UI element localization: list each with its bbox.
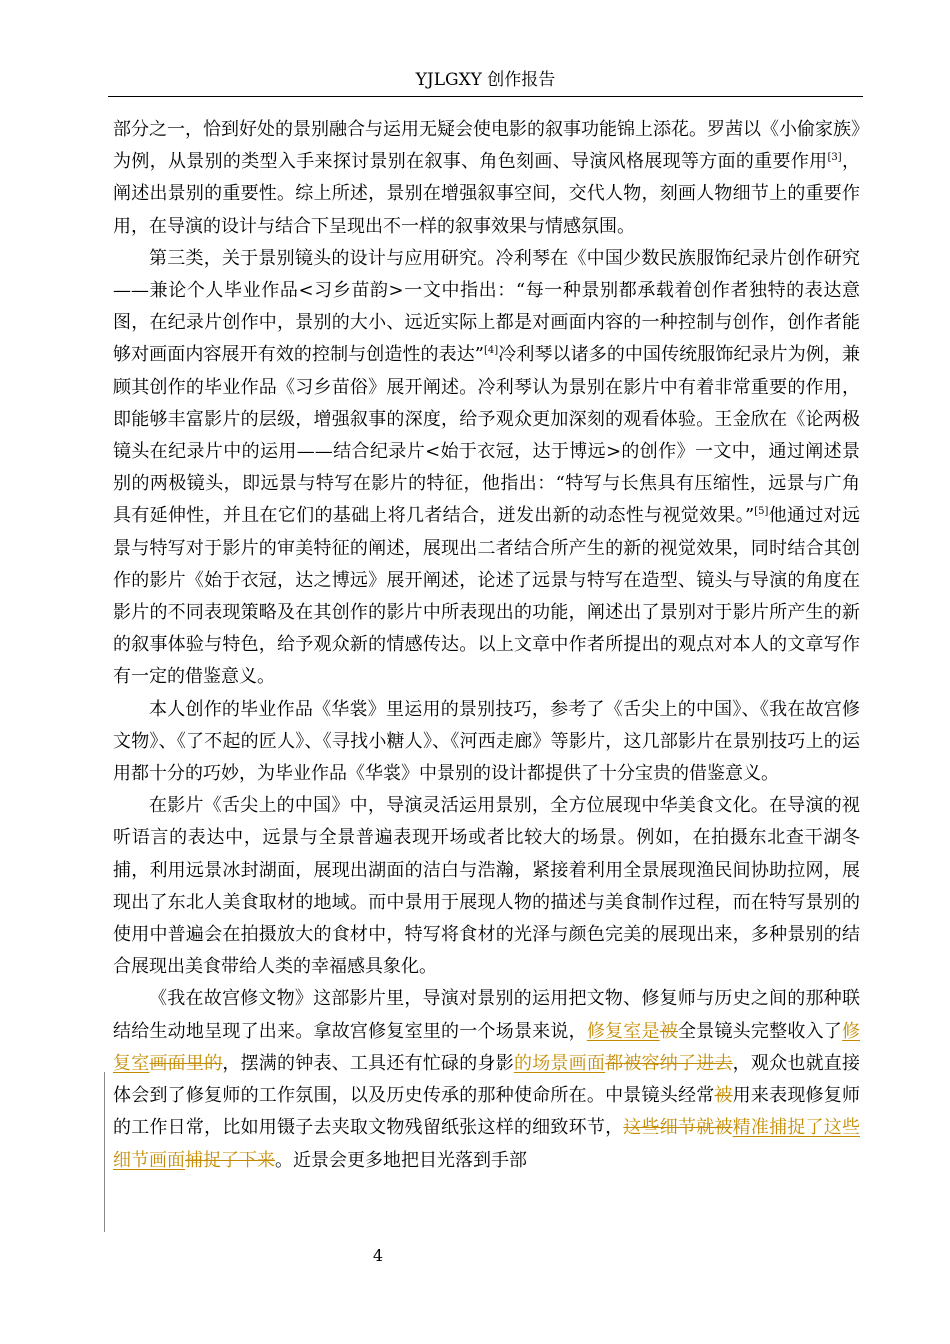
citation-marker: [3] bbox=[827, 152, 842, 164]
document-body bbox=[113, 114, 860, 1177]
paragraph-p5 bbox=[113, 983, 860, 1176]
deleted-text: 捕捉了下来 bbox=[185, 1149, 275, 1171]
text-run: 用来表现修复师的工作日常，比如用镊子去夹取文物残留纸张这样的细致环节， bbox=[113, 1085, 861, 1139]
text-run: 本人创作的毕业作品《华裳》里运用的景别技巧，参考了《舌尖上的中国》、《我在故宫修文物》、《了不起的匠人》、《寻找小糖人》、《河西走廊》等影片，这几部影片在景别技巧上的运用都十分的巧妙，为毕业作品《华裳》中景别的设计都提供了十分宝贵的借鉴意义。 bbox=[113, 698, 860, 785]
paragraph-p4 bbox=[113, 790, 860, 983]
citation-marker: [4] bbox=[484, 345, 499, 357]
page-header: YJLGXY 创作报告 bbox=[415, 70, 556, 90]
text-run: 《我在故宫修文物》这部影片里，导演对景别的运用把文物、修复师与历史之间的那种联结给生动地呈现了出来。拿故宫修复室里的一个场景来说， bbox=[113, 988, 860, 1042]
paragraph-p3 bbox=[113, 694, 860, 791]
deleted-text: 都被容纳了进去 bbox=[605, 1052, 733, 1074]
inserted-text: 修复室 bbox=[113, 1020, 861, 1074]
page-number: 4 bbox=[372, 1246, 384, 1265]
inserted-text: 的场景画面 bbox=[513, 1052, 606, 1074]
header-rule bbox=[108, 96, 863, 97]
text-run: 冷利琴以诸多的中国传统服饰纪录片为例，兼顾其创作的毕业作品《习乡苗俗》展开阐述。冷利琴认为景别在影片中有着非常重要的作用，即能够丰富影片的层级，增强叙事的深度，给予观众更加深刻的观看体验。王金欣在《论两极镜头在纪录片中的运用——结合纪录片<始于衣冠，达于博远>的创作》一文中，通过阐述景别的两极镜头，即远景与特写在影片的特征，他指出：“特写与长焦具有压缩性，远景与广角具有延伸性，并且在它们的基础上将几者结合，迸发出新的动态性与视觉效果。” bbox=[113, 344, 860, 527]
inserted-text: 精准捕捉了这些细节画面 bbox=[113, 1117, 861, 1171]
text-run: 。近景会更多地把目光落到手部 bbox=[275, 1149, 527, 1171]
text-run: 全景镜头完整收入了 bbox=[678, 1020, 843, 1042]
text-run: 第三类，关于景别镜头的设计与应用研究。冷利琴在《中国少数民族服饰纪录片创作研究——兼论个人毕业作品<习乡苗韵>一文中指出：“每一种景别都承载着创作者独特的表达意图，在纪录片创作中，景别的大小、远近实际上都是对画面内容的一种控制与创作，创作者能够对画面内容展开有效的控制与创造性的表达” bbox=[113, 247, 860, 366]
text-run: 部分之一，恰到好处的景别融合与运用无疑会使电影的叙事功能锦上添花。罗茜以《小偷家族》为例，从景别的类型入手来探讨景别在叙事、角色刻画、导演风格展现等方面的重要作用 bbox=[113, 119, 860, 173]
track-changes-bar bbox=[104, 1072, 105, 1232]
text-run: 他通过对远景与特写对于影片的审美特征的阐述，展现出二者结合所产生的新的视觉效果，同时结合其创作的影片《始于衣冠，达之博远》展开阐述，论述了远景与特写在造型、镜头与导演的角度在影片的不同表现策略及在其创作的影片中所表现出的功能，阐述出了景别对于影片所产生的新的叙事体验与特色，给予观众新的情感传达。以上文章中作者所提出的观点对本人的文章写作有一定的借鉴意义。 bbox=[113, 505, 860, 688]
inserted-text: 修复室是 bbox=[586, 1020, 660, 1042]
text-run: 在影片《舌尖上的中国》中，导演灵活运用景别，全方位展现中华美食文化。在导演的视听语言的表达中，远景与全景普遍表现开场或者比较大的场景。例如，在拍摄东北查干湖冬捕，利用远景冰封湖面，展现出湖面的洁白与浩瀚，紧接着利用全景展现渔民间协助拉网，展现出了东北人美食取材的地域。而中景用于展现人物的描述与美食制作过程，而在特写景别的使用中普遍会在拍摄放大的食材中，特写将食材的光泽与颜色完美的展现出来，多种景别的结合展现出美食带给人类的幸福感具象化。 bbox=[113, 795, 860, 978]
paragraph-p1 bbox=[113, 114, 860, 243]
text-run: ，摆满的钟表、工具还有忙碌的身影 bbox=[222, 1052, 514, 1074]
citation-marker: [5] bbox=[754, 506, 769, 518]
text-run: ，观众也就直接体会到了修复师的工作氛围，以及历史传承的那种使命所在。中景镜头经常 bbox=[113, 1052, 861, 1107]
text-run: ，阐述出景别的重要性。综上所述，景别在增强叙事空间，交代人物，刻画人物细节上的重要作用，在导演的设计与结合下呈现出不一样的叙事效果与情感氛围。 bbox=[113, 151, 861, 237]
deleted-text: 这些细节就被 bbox=[623, 1117, 733, 1139]
paragraph-p2 bbox=[113, 243, 860, 694]
deleted-text: 被 bbox=[659, 1020, 678, 1042]
deleted-text: 画面里的 bbox=[149, 1052, 223, 1074]
deleted-text: 被 bbox=[714, 1085, 733, 1107]
